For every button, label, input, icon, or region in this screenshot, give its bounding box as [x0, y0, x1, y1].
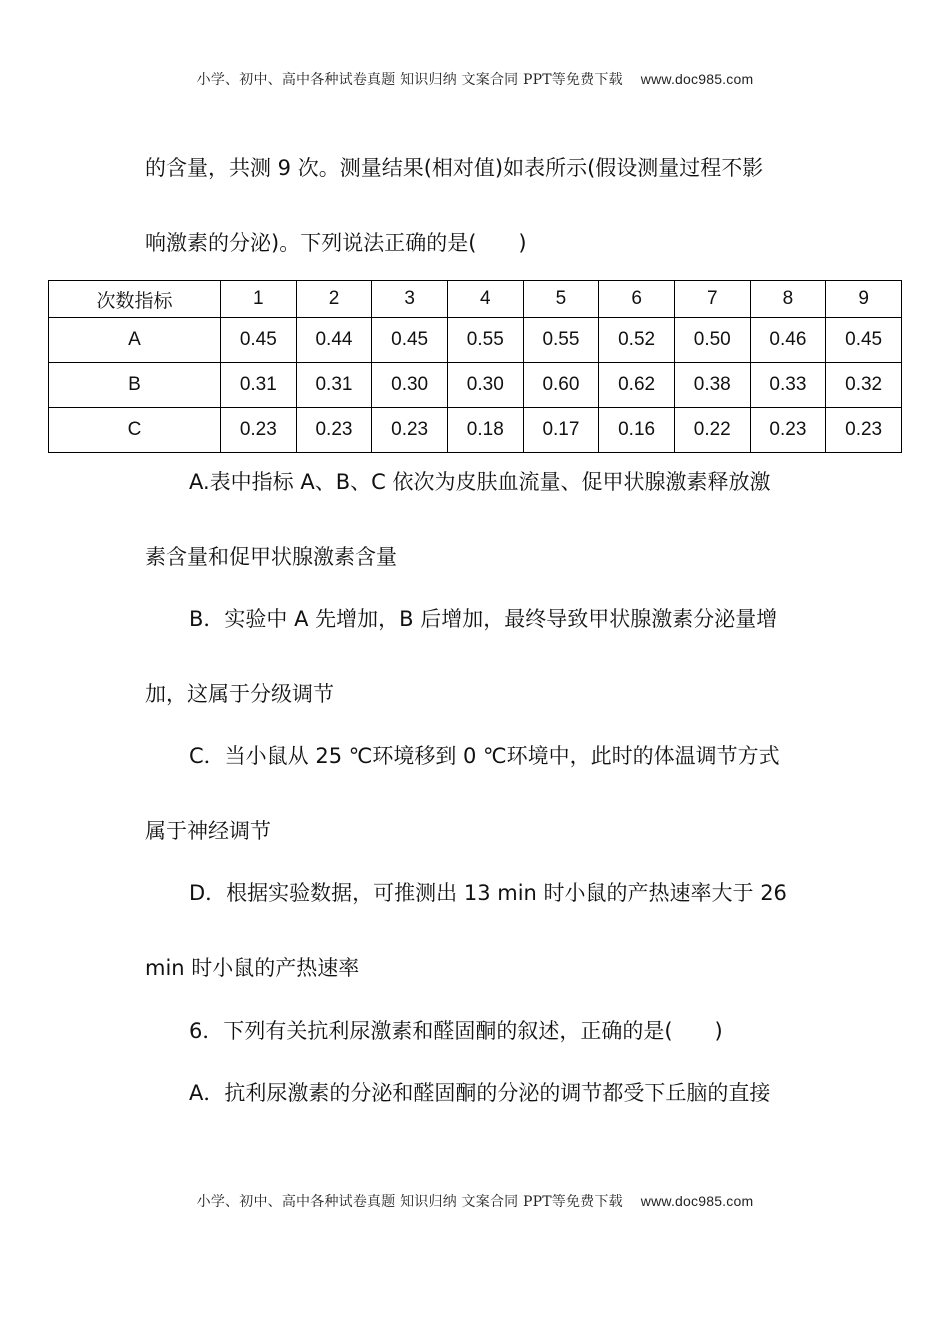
table-cell: 0.23: [221, 408, 297, 453]
table-cell: 0.55: [523, 318, 599, 363]
paragraph-line-1: 的含量，共测 9 次。测量结果(相对值)如表所示(假设测量过程不影: [145, 156, 764, 180]
header-text: 小学、初中、高中各种试卷真题 知识归纳 文案合同 PPT等免费下载: [196, 72, 623, 88]
table-cell: 0.45: [372, 318, 448, 363]
option-a-line-2: 素含量和促甲状腺激素含量: [145, 545, 397, 569]
table-cell: 0.16: [599, 408, 675, 453]
measurement-table: [48, 280, 902, 453]
table-cell: 0.62: [599, 363, 675, 408]
row-label: A: [49, 318, 221, 363]
table-cell: 0.23: [296, 408, 372, 453]
table-header-row: [49, 281, 902, 318]
column-header: 5: [523, 281, 599, 318]
option-b-line-1: B．实验中 A 先增加，B 后增加，最终导致甲状腺激素分泌量增: [189, 607, 778, 631]
page-header: [0, 69, 950, 89]
header-site-link[interactable]: www.doc985.com: [640, 71, 754, 87]
option-c-line-2: 属于神经调节: [145, 819, 271, 843]
table-cell: 0.45: [221, 318, 297, 363]
column-header: 1: [221, 281, 297, 318]
table-row: [49, 318, 902, 363]
table-cell: 0.30: [372, 363, 448, 408]
option-b-line-2: 加，这属于分级调节: [145, 682, 334, 706]
table-cell: 0.55: [447, 318, 523, 363]
option-c-line-1: C．当小鼠从 25 ℃环境移到 0 ℃环境中，此时的体温调节方式: [189, 744, 780, 768]
page-footer: [0, 1191, 950, 1211]
table-cell: 0.33: [750, 363, 826, 408]
option-a-line-1: A.表中指标 A、B、C 依次为皮肤血流量、促甲状腺激素释放激: [189, 470, 771, 494]
table-header-label: 次数指标: [49, 281, 221, 318]
table-cell: 0.32: [826, 363, 902, 408]
question-6-option-a-line-1: A．抗利尿激素的分泌和醛固酮的分泌的调节都受下丘脑的直接: [189, 1081, 771, 1105]
table-cell: 0.60: [523, 363, 599, 408]
column-header: 6: [599, 281, 675, 318]
table-cell: 0.50: [674, 318, 750, 363]
column-header: 7: [674, 281, 750, 318]
table-cell: 0.31: [296, 363, 372, 408]
option-d-line-2: min 时小鼠的产热速率: [145, 956, 360, 980]
table-cell: 0.38: [674, 363, 750, 408]
table-cell: 0.22: [674, 408, 750, 453]
column-header: 4: [447, 281, 523, 318]
row-label: B: [49, 363, 221, 408]
column-header: 3: [372, 281, 448, 318]
paragraph-line-2: 响激素的分泌)。下列说法正确的是( ): [145, 231, 527, 255]
table-cell: 0.23: [750, 408, 826, 453]
footer-site-link[interactable]: www.doc985.com: [640, 1193, 754, 1209]
table-cell: 0.23: [372, 408, 448, 453]
table-cell: 0.17: [523, 408, 599, 453]
column-header: 8: [750, 281, 826, 318]
table-cell: 0.46: [750, 318, 826, 363]
option-d-line-1: D．根据实验数据，可推测出 13 min 时小鼠的产热速率大于 26: [189, 881, 787, 905]
table-cell: 0.23: [826, 408, 902, 453]
table-row: [49, 363, 902, 408]
table-cell: 0.52: [599, 318, 675, 363]
table-cell: 0.44: [296, 318, 372, 363]
table-row: [49, 408, 902, 453]
footer-text: 小学、初中、高中各种试卷真题 知识归纳 文案合同 PPT等免费下载: [196, 1194, 623, 1210]
table-cell: 0.18: [447, 408, 523, 453]
column-header: 9: [826, 281, 902, 318]
table-cell: 0.31: [221, 363, 297, 408]
question-6-stem: 6．下列有关抗利尿激素和醛固酮的叙述，正确的是( ): [189, 1019, 723, 1043]
row-label: C: [49, 408, 221, 453]
table-cell: 0.45: [826, 318, 902, 363]
column-header: 2: [296, 281, 372, 318]
table-cell: 0.30: [447, 363, 523, 408]
